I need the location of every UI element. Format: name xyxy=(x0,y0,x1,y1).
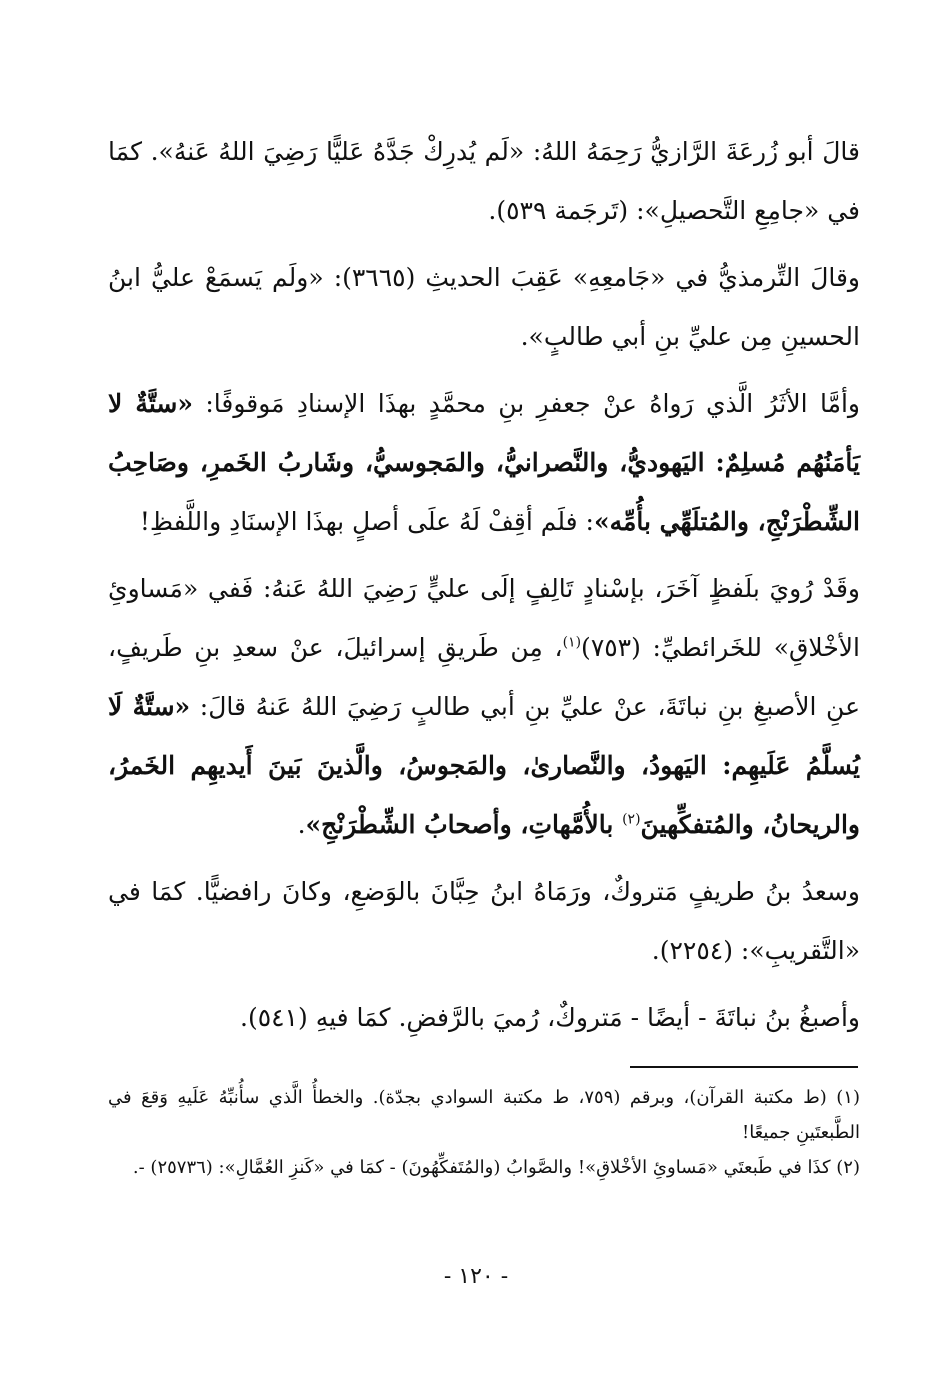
paragraph-4 xyxy=(108,559,860,854)
paragraph-3-intro: وأمَّا الأثَرُ الَّذي رَواهُ عنْ جعفرِ بنِ محمَّدٍ بهذَا الإسنادِ مَوقوفًا: xyxy=(192,389,861,418)
footnotes xyxy=(108,1080,860,1185)
narration-quote-2b: بالأُمَّهاتِ، وأصحابُ الشِّطْرَنْجِ» xyxy=(305,810,623,839)
footnote-divider xyxy=(630,1066,858,1068)
paragraph-4-end: . xyxy=(297,810,306,839)
page-number: - ١٢٠ - xyxy=(443,1264,509,1289)
main-text xyxy=(108,122,860,1055)
footnote-1: (١) (ط مكتبة القرآن)، وبرقم (٧٥٩، ط مكتبة السوادي بجدّة). والخطأُ الَّذي سأُنبِّهُ عَلَيهِ وَقعَ في الطَّبعتَينِ جميعًا! xyxy=(108,1087,860,1143)
paragraph-4-mid: ، مِن طَريقِ إسرائيلَ، عنْ سعدِ بنِ طَريفٍ، عنِ الأصبغِ بنِ نباتَةَ، عنْ عليِّ بنِ أبي طالبٍ رَضِيَ اللهُ عَنهُ قالَ: xyxy=(108,633,860,721)
footnote-ref-1: (١) xyxy=(562,634,582,651)
paragraph-4-intro: وقَدْ رُويَ بلَفظٍ آخَرَ، بإسْنادٍ تَالِفٍ إلَى عليٍّ رَضِيَ اللهُ عَنهُ: فَفي «مَساوئِ الأخْلاقِ» للخَرائطيِّ: (٧٥٣) xyxy=(108,574,860,662)
footnote-ref-2: (٢) xyxy=(622,811,641,828)
narration-quote-2a: «ستَّةٌ لَا يُسلَّمُ عَلَيهِم: اليَهودُ، والنَّصارىٰ، والمَجوسُ، والَّذينَ بَينَ أَيديهِم الخَمرُ، والريحانُ، والمُتفكِّهينَ xyxy=(108,692,860,839)
narration-quote-1: «ستَّةٌ لا يَأمَنُهُم مُسلِمٌ: اليَهوديُّ، والنَّصرانيُّ، والمَجوسيُّ، وشَاربُ الخَمرِ، وصَاحِبُ الشِّطْرَنْجِ، والمُتلَهِّي بأُمِّه» xyxy=(108,389,860,536)
paragraph-1: قالَ أبو زُرعَةَ الرَّازيُّ رَحِمَهُ اللهُ: «لَم يُدرِكْ جَدَّهُ عَليًّا رَضِيَ اللهُ عَنهُ». كمَا في «جامِعِ التَّحصيلِ»: (تَرجَمة ٥٣٩). xyxy=(108,137,860,225)
paragraph-2: وقالَ التِّرمذيُّ في «جَامعِهِ» عَقِبَ الحديثِ (٣٦٦٥): «ولَم يَسمَعْ عليُّ ابنُ الحسينِ مِن عليِّ بنِ أبي طالبٍ». xyxy=(108,263,861,351)
paragraph-3-end: : فلَم أقِفْ لَهُ علَى أصلٍ بهذَا الإسنَادِ واللَّفظِ! xyxy=(139,507,594,536)
footnote-2: (٢) كذَا في طَبعتَي «مَساوئِ الأخْلاقِ»! والصَّوابُ (والمُتَفكِّهُونَ) - كمَا في «كَنزِ العُمَّالِ»: (٢٥٧٣٦) -. xyxy=(132,1157,860,1178)
paragraph-5: وسعدُ بنُ طريفٍ مَتروكٌ، ورَمَاهُ ابنُ حِبَّانَ بالوَضعِ، وكانَ رافضيًّا. كمَا في «التَّقريبِ»: (٢٢٥٤). xyxy=(108,877,860,965)
paragraph-6: وأصبغُ بنُ نباتَةَ - أيضًا - مَتروكٌ، رُميَ بالرَّفضِ. كمَا فيهِ (٥٤١). xyxy=(240,1003,860,1032)
paragraph-3 xyxy=(108,374,860,551)
